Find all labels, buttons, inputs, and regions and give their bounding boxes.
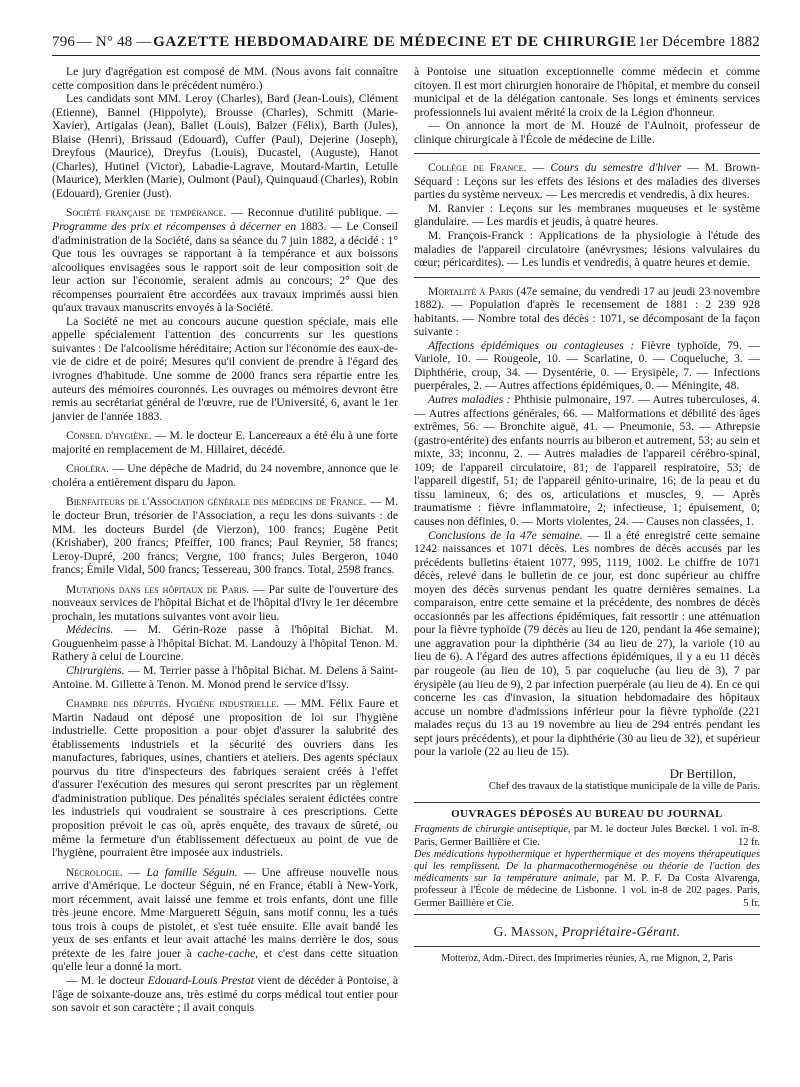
college-ranvier: M. Ranvier : Leçons sur les membranes muqueuses et le système glandulaire. — Les mardis et jeudis, à quatre heures. <box>414 201 760 229</box>
hygiene-section <box>52 429 398 456</box>
divider <box>414 277 760 278</box>
prestat-name: Edouard-Louis Prestat <box>147 974 255 987</box>
ouvrage-price: 12 fr. <box>738 836 760 848</box>
cholera-heading: Choléra. <box>66 462 110 476</box>
epidemiques-label: Affections épidémiques ou contagieuses : <box>428 338 635 352</box>
temperance-decision: 1883. — Le Conseil d'administration de la Société, dans sa séance du 7 juin 1882, a décidé : 1° Que tous les ouvrages se rapportant à la tempérance et aux boissons alcooliques envisagées sous le rapport soit de leur composition soit de leur action sur l'économie, seraient admis au concours; 2° Que des récompenses pourraient être accordées aux travaux imprimés aussi bien qu'aux travaux manuscrits envoyés à la Société. <box>52 220 398 315</box>
mortalite-autres <box>414 393 760 528</box>
mortalite-epidemiques <box>414 339 760 393</box>
epidemiques-text: Fièvre typhoïde, 79. — Variole, 10. — Rougeole, 10. — Scarlatine, 0. — Coqueluche, 3. — Diphthérie, croup, 34. — Dysentérie, 0. — Erysipèle, 7. — Infections puerpérales, 2. — Autres affections épidémiques, 0. — Méningite, 48. <box>414 338 760 393</box>
medecins-label: Médecins. <box>66 623 114 637</box>
temperance-questions: La Société ne met au concours aucune question spéciale, mais elle appelle spécialement l'attention des concurrents sur les questions suivantes : De l'alcoolisme héréditaire; Action sur l'économie des eaux-de-vie de cidre et de poiré; Mesures qu'il convient de prendre à l'égard des ivrognes d'habitude. Une somme de 2000 francs sera répartie entre les auteurs des mémoires couronnés. Les ouvrages ou mémoires devront être remis au secrétariat général de l'œuvre, rue de l'Université, 6, avant le 1er janvier de l'année 1883. <box>52 314 398 423</box>
mortalite-conclusions <box>414 529 760 759</box>
journal-title: GAZETTE HEBDOMADAIRE DE MÉDECINE ET DE CHIRURGIE <box>153 34 637 50</box>
temperance-heading: Société française de tempérance. <box>66 206 227 220</box>
mortalite-intro: (47e semaine, du vendredi 17 au jeudi 23 novembre 1882). — Population d'après le recensement de 1881 : 2 239 928 habitants. — Nombre total des décès : 1071, se décomposant de la façon suivante : <box>414 284 760 339</box>
prestat-paragraph <box>52 974 398 1015</box>
houze-paragraph: — On annonce la mort de M. Houzé de l'Aulnoit, professeur de clinique chirurgicale à l'École de médecine de Lille. <box>414 119 760 146</box>
ouvrage-details: , par M. P. F. Da Costa Alvarenga, professeur à l'École de médecine de Lisbonne. 1 vol. in-8 de 202 pages. Paris, Germer Baillière et Cie. <box>414 873 760 909</box>
cholera-text: — Une dépêche de Madrid, du 24 novembre, annonce que le choléra a entièrement disparu du Japon. <box>52 462 398 489</box>
agregation-jury-paragraph: Le jury d'agrégation est composé de MM. (Nous avons fait connaître cette composition dans le précédent numéro.) <box>52 65 398 92</box>
prestat-continuation: à Pontoise une situation exceptionnelle comme médecin et comme citoyen. Il est mort chirurgien honoraire de l'hôpital, et membre du conseil municipal et de la délégation cantonale. Ses longs et éminents services professionnels lui avaient mérité la croix de la Légion d'honneur. <box>414 65 760 119</box>
temperance-programme: Programme des prix et récompenses à décerner en <box>52 220 297 234</box>
ouvrage-details: , par M. le docteur Jules Bœckel. 1 vol. in-8. Paris, Germer Baillière et Cie. <box>414 824 761 848</box>
ouvrage-title: Des médications hypothermique et hyperthermique et des moyens thérapeutiques qui les remplissent. De la pharmacothermogénèse ou théorie de l'action des médicaments sur la température animale <box>414 848 760 885</box>
college-brown-sequard: — M. Brown-Séquard : Leçons sur les effets des lésions et des maladies des diverses parties du système nerveux. — Les mercredis et vendredis, à dix heures. <box>414 161 761 202</box>
autres-label: Autres maladies : <box>428 393 511 407</box>
necrologie-sep: — <box>122 865 147 879</box>
agregation-candidates-paragraph: Les candidats sont MM. Leroy (Charles), Bard (Jean-Louis), Clément (Etienne), Bannel (Hippolyte), Brousse (Charles), Schmitt (Marie-Xavier), Artigalas (Jean), Ballet (Louis), Balzer (Félix), Barth (Jules), Blaise (Henri), Brissaud (Edouard), Cuffer (Paul), Dejerine (Joseph), Dreyfous (Maurice), Dreyfus (Louis), Ducastel, (Auguste), Hanot (Charles), Hutinel (Victor), Labadie-Lagrave, Moutard-Martin, Letulle (Maurice), Merklen (Marie), Oulmont (Paul), Quinquaud (Charles), Robin (Edouard), Grenier (Just). <box>52 92 398 200</box>
prestat-text: vient de décéder à Pontoise, à l'âge de soixante-douze ans, très estimé du corps médical tout entier pour son savoir et son caractère ; il avait conquis <box>52 974 399 1015</box>
college-heading: Collège de France. <box>428 161 527 175</box>
necrologie-title: La famille Séguin. <box>146 865 238 879</box>
mutations-text: — Par suite de l'ouverture des nouveaux services de l'hôpital Bichat et de l'hôpital d'Ivry le 1er décembre prochain, les mutations suivantes vont avoir lieu. <box>52 582 398 623</box>
ouvrage-item <box>414 824 760 848</box>
necrologie-cache: cache-cache <box>197 946 256 960</box>
prestat-intro: — M. le docteur <box>66 974 148 987</box>
college-course: Cours du semestre d'hiver <box>550 161 682 175</box>
conclusions-label: Conclusions de la 47e semaine. <box>428 528 583 542</box>
imprimeur-line: Motteroz, Adm.-Direct. des Imprimeries réunies, A, rue Mignon, 2, Paris <box>414 946 760 966</box>
temperance-intro: — Reconnue d'utilité publique. — <box>226 206 398 220</box>
autres-text: Phthisie pulmonaire, 197. — Autres tuberculoses, 4. — Autres affections générales, 66. — Malformations et débilité des âges extrêmes, 56. — Bronchite aiguë, 41. — Pneumonie, 53. — Athrepsie (gastro-entérite) des enfants nourris au biberon et autrement, 53; au sein et mixte, 33; inconnu, 2. — Autres maladies de l'appareil cérébro-spinal, 109; de l'appareil circulatoire, 81; de l'appareil respiratoire, 53; de l'appareil digestif, 51; de l'appareil génito-urinaire, 16; de la peau et du tissu lamineux, 6; des os, articulations et muscles, 9. — Après traumatisme : fièvre inflammatoire, 2; infectieuse, 1; épuisement, 0; causes non définies, 0. — Morts violentes, 24. — Causes non classées, 1. <box>414 393 760 528</box>
college-sep: — <box>526 161 551 175</box>
mutations-chirurgiens <box>52 664 398 691</box>
signature-block <box>414 767 760 794</box>
chambre-text: — MM. Félix Faure et Martin Nadaud ont déposé une proposition de loi sur l'hygiène industrielle. Cette proposition a pour objet d'assurer la salubrité des établissements industriels et la sécurité des ouvriers dans les manufactures, fabriques, usines, chantiers et ateliers. Des agents spéciaux pourvus du titre d'inspecteurs des fabriques seraient créés à l'effet d'assurer l'exécution des mesures qui seront prescrites par un règlement d'administration publique. Des pénalités spéciales seraient édictées contre les industriels qui voudraient se soustraire à ces prescriptions. Cette proposition prévoit le cas où, après enquête, des travaux de sûreté, ou même la fermeture d'un établissement défectueux au point de vue de l'hygiène, pourraient être imposée aux industriels. <box>52 697 398 860</box>
college-section <box>414 161 760 202</box>
hygiene-text: — M. le docteur E. Lancereaux a été élu à une forte majorité en remplacement de M. Hillairet, décédé. <box>52 429 398 456</box>
signature-title: Chef des travaux de la statistique municipale de la ville de Paris. <box>488 781 760 793</box>
conclusions-text: — Il a été enregistré cette semaine 1242 naissances et 1071 décès. Les nombres de décès accusés par les précédents bulletins étaient 1077, 995, 1119, 1002. Le chiffre de 1071 décès, relevé dans le bulletin de ce jour, est donc supérieur au chiffre moyen des décès survenus pendant les quatre dernières semaines. La comparaison, entre cette semaine et la précédente, des nombres de décès occasionnés par les affections épidémiques, fait ressortir : une atténuation pour la fièvre typhoïde (79 décès au lieu de 120, pendant la 46e semaine); une aggravation pour la diphthérie (34 au lieu de 27), la variole (10 au lieu de 6). A l'égard des autres affections épidémiques, il y a eu 11 décès par rougeole (au lieu de 10), 5 par coqueluche (au lieu de 3), 7 par érysipèle (au lieu de 9), 2 par infection puerpérale (au lieu de 4). En ce qui concerne les cas d'invasion, la situation hebdomadaire des hôpitaux accuse un nombre d'admissions inférieur pour la fièvre typhoïde (221 malades reçus du 13 au 19 novembre au lieu de 294 entrés pendant les sept jours précédents), et pour la diphthérie (30 au lieu de 32), et supérieur pour la variole (22 au lieu de 15). <box>414 528 760 759</box>
mortalite-heading: Mortalité à Paris <box>428 284 514 298</box>
ouvrages-heading: OUVRAGES DÉPOSÉS AU BUREAU DU JOURNAL <box>451 807 723 820</box>
columns <box>52 65 760 1015</box>
necrologie-text-end: , et c'est dans cette situation qu'elle leur a donné la mort. <box>52 946 399 974</box>
necrologie-section <box>52 866 398 974</box>
hygiene-heading: Conseil d'hygiène. <box>66 429 152 443</box>
issue-number: — N° 48 — <box>76 34 152 50</box>
bienfaiteurs-text: — M. le docteur Brun, trésorier de l'Association, a reçu les dons suivants : de MM. les docteurs Burdel (de Vierzon), 100 francs; Eugène Petit (Krishaber), 200 francs; Pfeiffer, 100 francs; Paul Reynier, 58 francs; Leroy-Dupré, 200 francs; Vergne, 100 francs; Jules Bergeron, 1040 francs; Émile Vidal, 500 francs; Tessereau, 300 francs. Total, 2598 francs. <box>52 495 398 577</box>
temperance-section <box>52 206 398 314</box>
college-francois-franck: M. François-Franck : Applications de la physiologie à l'étude des maladies de l'appareil circulatoire (anévrysmes; lésions valvulaires du cœur; péricardites). — Les lundis et vendredis, à quatre heures et demie. <box>414 229 760 270</box>
page-header <box>52 34 760 56</box>
gerant-title: Propriétaire-Gérant. <box>561 923 681 939</box>
ouvrage-price: 5 fr. <box>743 897 760 909</box>
chirurgiens-label: Chirurgiens. <box>66 663 125 677</box>
ouvrages-box <box>414 802 760 915</box>
gerant-name: G. Masson, <box>493 923 559 939</box>
chambre-heading: Chambre des députés. Hygiène industrielle. <box>66 697 280 711</box>
divider <box>414 153 760 154</box>
mortalite-section <box>414 285 760 339</box>
left-column <box>52 65 398 1015</box>
bienfaiteurs-heading: Bienfaiteurs de l'Association générale des médecins de France. <box>66 495 367 509</box>
page-number: 796 <box>52 34 76 50</box>
issue-date: 1er Décembre 1882 <box>638 34 760 50</box>
mutations-medecins <box>52 623 398 664</box>
right-column <box>414 65 760 1015</box>
ouvrage-title: Fragments de chirurgie antiseptique <box>414 824 568 836</box>
cholera-section <box>52 462 398 489</box>
ouvrage-item <box>414 849 760 910</box>
chirurgiens-text: — M. Terrier passe à l'hôpital Bichat. M. Delens à Saint-Antoine. M. Gillette à Tenon. M. Monod prend le service d'Issy. <box>52 663 398 691</box>
chambre-section <box>52 697 398 860</box>
necrologie-text: — Une affreuse nouvelle nous arrive d'Amérique. Le docteur Séguin, né en France, établi à New-York, mort récemment, avait laissé une femme et trois enfants, dont une fille très jeune encore. Mme Marguerett Séguin, sans motif connu, les a tués tous trois à coups de pistolet, et s'est tuée ensuite. Elle avait bandé les yeux de ses enfants et leur avait attaché les mains derrière le dos, sous prétexte de les faire jouer à <box>52 865 398 960</box>
necrologie-heading: Nécrologie. <box>66 865 123 879</box>
medecins-text: — M. Gérin-Roze passe à l'hôpital Bichat. M. Gouguenheim passe à l'hôpital Bichat. M. Landouzy à l'hôpital Tenon. M. Rathery à celui de Lourcine. <box>52 623 398 664</box>
gerant-line <box>414 925 760 939</box>
signature-name: Dr Bertillon, <box>669 765 736 781</box>
mutations-heading: Mutations dans les hôpitaux de Paris. <box>66 582 250 596</box>
mutations-section <box>52 583 398 624</box>
bienfaiteurs-section <box>52 495 398 576</box>
